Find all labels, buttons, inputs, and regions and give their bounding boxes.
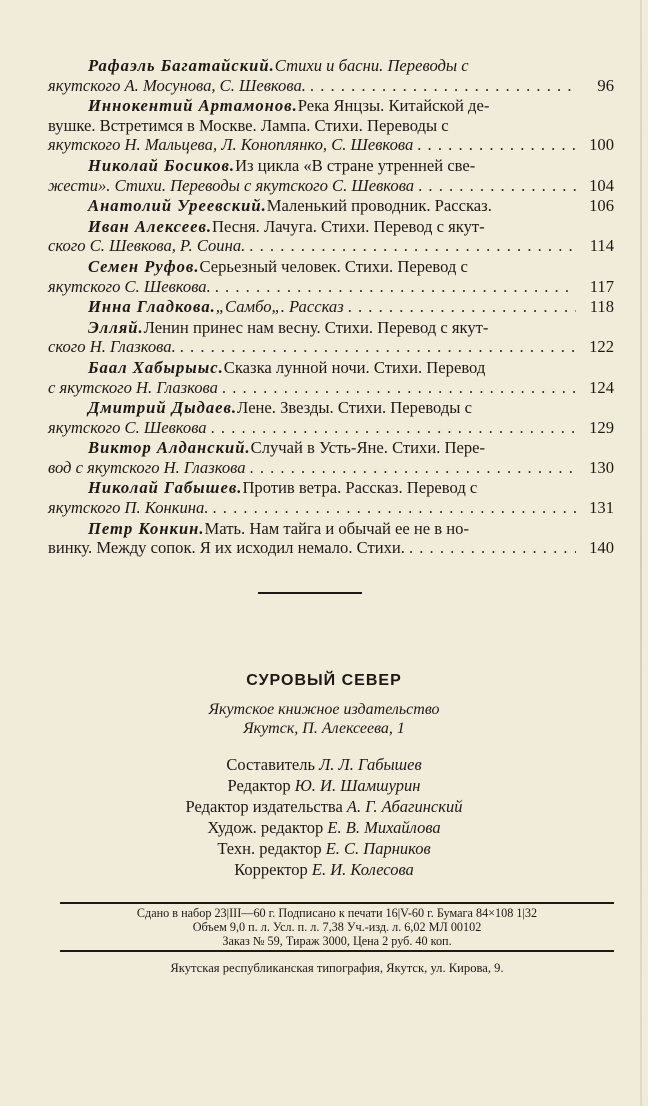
toc-entry-last-line [48, 458, 614, 478]
toc-entry-middle-line [48, 116, 614, 136]
toc-entry-first-line [48, 519, 614, 539]
toc-entry-last-line [48, 498, 614, 518]
toc-entry [48, 257, 614, 296]
toc-entry-first-line [48, 398, 614, 418]
toc-entry-last-line [48, 418, 614, 438]
toc-leader-dots [310, 76, 576, 96]
toc-entry [48, 519, 614, 558]
toc-title: Ленин принес нам весну. Стихи. Перевод с якут- [143, 317, 489, 337]
staff-role: Худож. редактор [207, 818, 324, 837]
toc-page-number: 131 [589, 498, 614, 518]
tech-line: Сдано в набор 23|III—60 г. Подписано к печати 16|V-60 г. Бумага 84×108 1|32 [136, 906, 538, 920]
toc-text: вод с якутского Н. Глазкова [48, 457, 246, 477]
toc-leader-dots [215, 277, 576, 297]
staff-name: Е. В. Михайлова [327, 818, 441, 837]
toc-author: Инна Гладкова. [88, 297, 216, 317]
toc-leader-dots [222, 378, 576, 398]
toc-entry-first-line [48, 96, 614, 116]
toc-author: Семен Руфов. [88, 256, 200, 276]
toc-title: Песня. Лачуга. Стихи. Перевод с якут- [212, 216, 485, 236]
toc-entry [48, 56, 614, 95]
toc-entry-first-line [48, 217, 614, 237]
staff-row [0, 775, 648, 796]
toc-text: якутского С. Шевкова [48, 417, 207, 437]
toc-page-number: 104 [589, 175, 614, 195]
publisher-info [0, 700, 648, 738]
staff-role: Редактор [227, 776, 291, 795]
staff-name: Л. Л. Габышев [319, 755, 422, 774]
staff-name: Е. С. Парников [325, 839, 431, 858]
toc-page-number: 122 [589, 337, 614, 357]
toc-author: Виктор Алданский. [88, 438, 251, 458]
toc-title: Мать. Нам тайга и обычай ее не в но- [204, 518, 469, 538]
toc-entry-first-line [48, 56, 614, 76]
toc-author: Анатолий Уреевский. [88, 196, 267, 216]
toc-page-number: 140 [589, 538, 614, 558]
toc-title: Река Янцзы. Китайской де- [297, 96, 490, 116]
toc-text: вушке. Встретимся в Москве. Лампа. Стихи. Переводы с [48, 115, 449, 135]
toc-entry-last-line [48, 76, 614, 96]
toc-entry [48, 358, 614, 397]
toc-entry-last-line [48, 176, 614, 196]
tech-top-rule [60, 902, 614, 904]
toc-entry-first-line [48, 478, 614, 498]
toc-author: Баал Хабырыыс. [88, 357, 224, 377]
toc-entry [48, 438, 614, 477]
toc-leader-dots [348, 297, 576, 317]
staff-role: Составитель [226, 755, 315, 774]
toc-leader-dots [250, 458, 576, 478]
toc-page-number: 100 [589, 135, 614, 155]
toc-author: Николай Босиков. [88, 155, 236, 175]
toc-author: Дмитрий Дыдаев. [88, 398, 238, 418]
toc-leader-dots [180, 337, 576, 357]
staff-list [0, 754, 648, 880]
toc-entry-first-line [48, 257, 614, 277]
toc-entry-last-line [48, 236, 614, 256]
toc-author: Николай Габышев. [88, 478, 243, 498]
toc-title: Против ветра. Рассказ. Перевод с [242, 478, 478, 498]
toc-text: жести». Стихи. Переводы с якутского С. Шевкова [48, 175, 415, 195]
publisher-name: Якутское книжное издательство [208, 701, 440, 718]
toc-page-number: 106 [589, 196, 614, 216]
toc-leader-dots [418, 176, 576, 196]
toc-entry-first-line [48, 297, 614, 317]
staff-name: А. Г. Абагинский [346, 797, 463, 816]
toc-entry-last-line [48, 135, 614, 155]
staff-name: Ю. И. Шамшурин [294, 776, 421, 795]
toc-title: Из цикла «В стране утренней све- [235, 155, 476, 175]
toc-page-number: 130 [589, 457, 614, 477]
toc-text: ского Н. Глазкова. [48, 337, 176, 357]
toc-text: якутского С. Шевкова. [48, 276, 211, 296]
toc-title: Маленький проводник. Рассказ. [266, 196, 492, 216]
toc-entry [48, 318, 614, 357]
toc-entry [48, 196, 614, 216]
table-of-contents [48, 56, 614, 559]
toc-entry [48, 96, 614, 155]
staff-row [0, 859, 648, 880]
toc-text: ского С. Шевкова, Р. Соина. [48, 236, 246, 256]
toc-entry [48, 297, 614, 317]
tech-bottom-rule [60, 950, 614, 952]
staff-row [0, 754, 648, 775]
section-divider [258, 592, 362, 594]
staff-row [0, 838, 648, 859]
printer-info: Якутская республиканская типография, Якутск, ул. Кирова, 9. [170, 961, 504, 975]
toc-entry [48, 478, 614, 517]
toc-author: Иван Алексеев. [88, 216, 213, 236]
toc-entry-last-line [48, 538, 614, 558]
toc-author: Рафаэль Багатайский. [88, 56, 275, 75]
toc-leader-dots [211, 418, 576, 438]
staff-row [0, 796, 648, 817]
toc-text: винку. Между сопок. Я их исходил немало. Стихи. [48, 538, 405, 558]
print-technical-details [60, 906, 614, 948]
book-title: СУРОВЫЙ СЕВЕР [246, 672, 402, 689]
tech-line: Объем 9,0 п. л. Усл. п. л. 7,38 Уч.-изд. л. 6,02 МЛ 00102 [192, 920, 482, 934]
toc-title: Серьезный человек. Стихи. Перевод с [199, 256, 468, 276]
toc-leader-dots [249, 236, 576, 256]
toc-title: Стихи и басни. Переводы с [274, 56, 469, 75]
toc-author: Петр Конкин. [88, 518, 205, 538]
toc-page-number: 124 [589, 377, 614, 397]
toc-entry-first-line [48, 196, 614, 216]
toc-page-number: 114 [589, 236, 614, 256]
toc-entry-last-line [48, 277, 614, 297]
staff-row [0, 817, 648, 838]
toc-entry-first-line [48, 318, 614, 338]
toc-title: Случай в Усть-Яне. Стихи. Пере- [250, 438, 486, 458]
toc-title: Сказка лунной ночи. Стихи. Перевод [223, 357, 486, 377]
publisher-address: Якутск, П. Алексеева, 1 [243, 720, 405, 737]
toc-text: якутского А. Мосунова, С. Шевкова. [48, 75, 306, 95]
tech-line: Заказ № 59, Тираж 3000, Цена 2 руб. 40 коп. [222, 934, 452, 948]
toc-entry-last-line [48, 337, 614, 357]
toc-title: Лене. Звезды. Стихи. Переводы с [237, 398, 472, 418]
toc-page-number: 117 [589, 276, 614, 296]
staff-role: Техн. редактор [217, 839, 322, 858]
toc-leader-dots [212, 498, 576, 518]
toc-entry-last-line [48, 378, 614, 398]
toc-leader-dots [409, 538, 576, 558]
toc-text: якутского Н. Мальцева, Л. Коноплянко, С. Шевкова [48, 135, 414, 155]
toc-entry-first-line [48, 156, 614, 176]
toc-title: „Самбо„. Рассказ [215, 297, 344, 317]
toc-author: Иннокентий Артамонов. [88, 96, 298, 116]
toc-page-number: 96 [597, 75, 614, 95]
toc-entry [48, 217, 614, 256]
toc-entry [48, 156, 614, 195]
toc-entry-first-line [48, 438, 614, 458]
toc-text: якутского П. Конкина. [48, 498, 209, 518]
staff-name: Е. И. Колесова [311, 860, 414, 879]
toc-leader-dots [417, 135, 576, 155]
toc-author: Элляй. [88, 317, 144, 337]
staff-role: Редактор издательства [185, 797, 343, 816]
imprint-block [0, 672, 648, 880]
toc-entry-first-line [48, 358, 614, 378]
toc-page-number: 118 [589, 297, 614, 317]
toc-entry [48, 398, 614, 437]
page-fold-shadow [640, 0, 642, 1106]
toc-text: с якутского Н. Глазкова [48, 377, 218, 397]
staff-role: Корректор [234, 860, 308, 879]
toc-page-number: 129 [589, 417, 614, 437]
